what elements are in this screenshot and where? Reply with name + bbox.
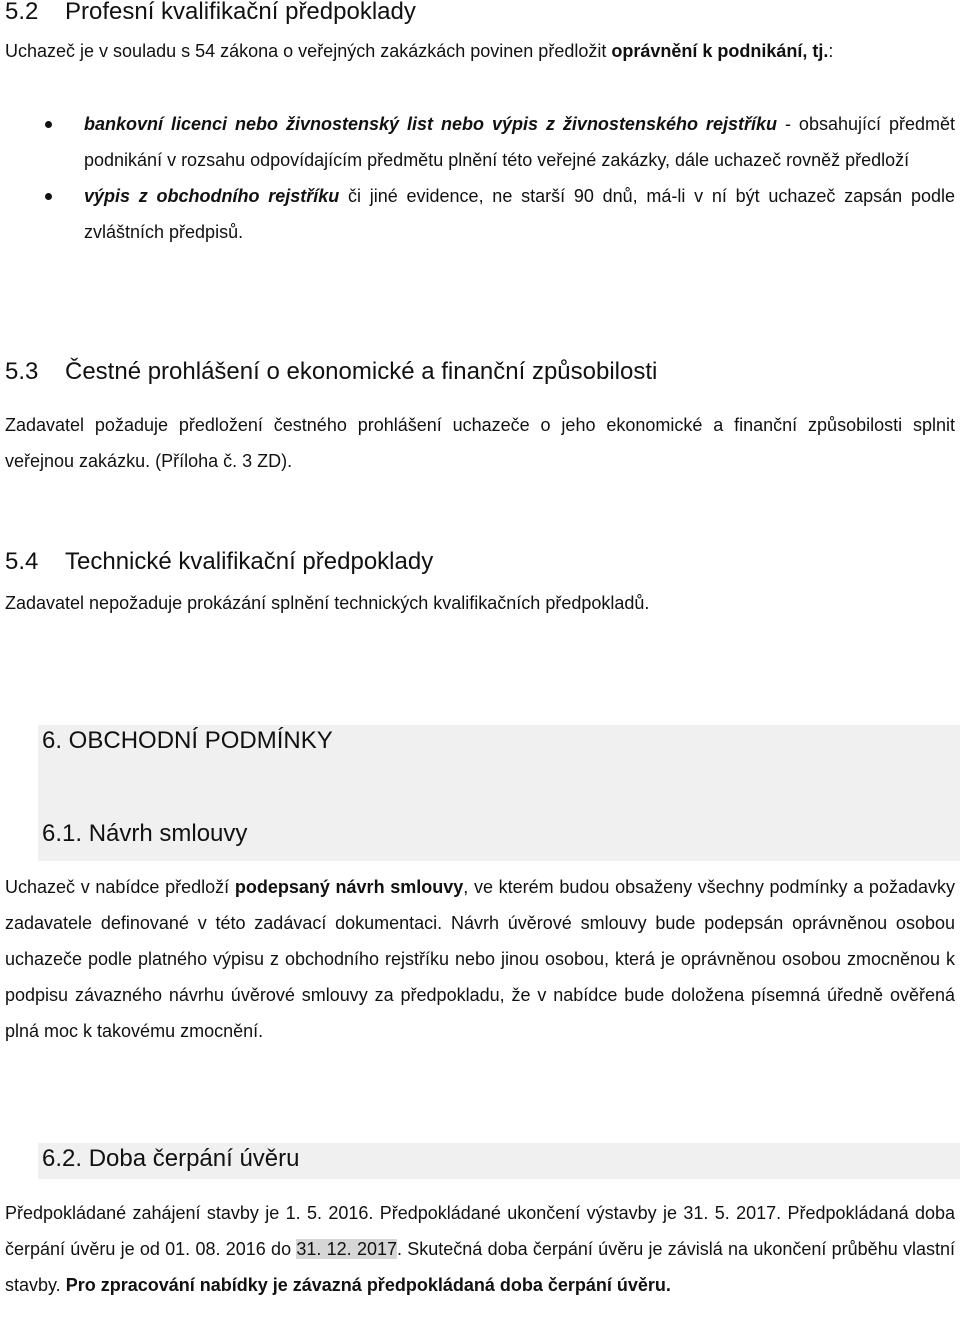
intro-colon: : (828, 41, 834, 61)
chapter-6-heading: 6. OBCHODNÍ PODMÍNKY (42, 727, 333, 754)
paragraph-bold: podepsaný návrh smlouvy (234, 877, 464, 897)
paragraph-text: . Skutečná doba čerpání úvěru je závislá na ukončení průběhu vlastní stavby. (5, 1239, 956, 1295)
paragraph-text: Uchazeč v nabídce předloží (5, 877, 235, 897)
section-title: Profesní kvalifikační předpoklady (65, 0, 416, 25)
section-6-2-heading: 6.2. Doba čerpání úvěru (42, 1145, 300, 1172)
section-5-4-heading (5, 548, 955, 576)
section-5-3-text: Zadavatel požaduje předložení čestného prohlášení uchazeče o jeho ekonomické a finanční způsobilosti splnit veřejnou zakázku. (Příloha č. 3 ZD). (5, 415, 955, 471)
list-item-text: či jiné evidence, ne starší 90 dnů, má-li v ní být uchazeč zapsán podle zvláštních předpisů. (84, 186, 955, 242)
section-6-1-text (5, 869, 955, 1049)
section-5-2-intro (5, 33, 955, 69)
bullet-icon (45, 121, 52, 128)
section-number: 5.2 (5, 0, 39, 25)
list-item-emphasis: výpis z obchodního rejstříku (84, 186, 340, 206)
requirements-list (5, 106, 955, 250)
list-item (5, 106, 955, 178)
section-6-2-text (5, 1195, 955, 1303)
section-number: 5.3 (5, 358, 39, 385)
section-5-4-text: Zadavatel nepožaduje prokázání splnění technických kvalifikačních předpokladů. (5, 593, 650, 613)
section-6-1-heading: 6.1. Návrh smlouvy (42, 820, 248, 847)
intro-bold: oprávnění k podnikání, tj. (611, 41, 829, 61)
intro-text: Uchazeč je v souladu s 54 zákona o veřejných zakázkách povinen předložit (5, 41, 612, 61)
list-item (5, 178, 955, 250)
paragraph-text: Předpokládané zahájení stavby je 1. 5. 2016. Předpokládané ukončení výstavby je 31. 5. 2017. Předpokládaná doba čerpání úvěru je od 01. 08. 2016 do (5, 1203, 955, 1259)
section-5-3-heading (5, 358, 955, 386)
list-item-emphasis: bankovní licenci nebo živnostenský list nebo výpis z živnostenského rejstříku (84, 114, 777, 134)
section-title: Technické kvalifikační předpoklady (65, 548, 434, 575)
paragraph-bold: Pro zpracování nabídky je závazná předpokládaná doba čerpání úvěru. (65, 1275, 671, 1295)
highlighted-date: 31. 12. 2017 (296, 1239, 397, 1259)
section-number: 5.4 (5, 548, 39, 575)
section-5-2-heading (5, 0, 955, 26)
list-item-text: - obsahující předmět podnikání v rozsahu odpovídajícím předmětu plnění této veřejné zakázky, dále uchazeč rovněž předloží (84, 114, 955, 170)
paragraph-text: , ve kterém budou obsaženy všechny podmínky a požadavky zadavatele definované v této zadávací dokumentaci. Návrh úvěrové smlouvy bude podepsán oprávněnou osobou uchazeče podle platného výpisu z obchodního rejstříku nebo jinou osobou, která je oprávněnou osobou zmocněnou k podpisu závazného návrhu úvěrové smlouvy za předpokladu, že v nabídce bude doložena písemná úředně ověřená plná moc k takovému zmocnění. (5, 877, 955, 1041)
section-title: Čestné prohlášení o ekonomické a finanční způsobilosti (65, 358, 658, 385)
bullet-icon (45, 193, 52, 200)
